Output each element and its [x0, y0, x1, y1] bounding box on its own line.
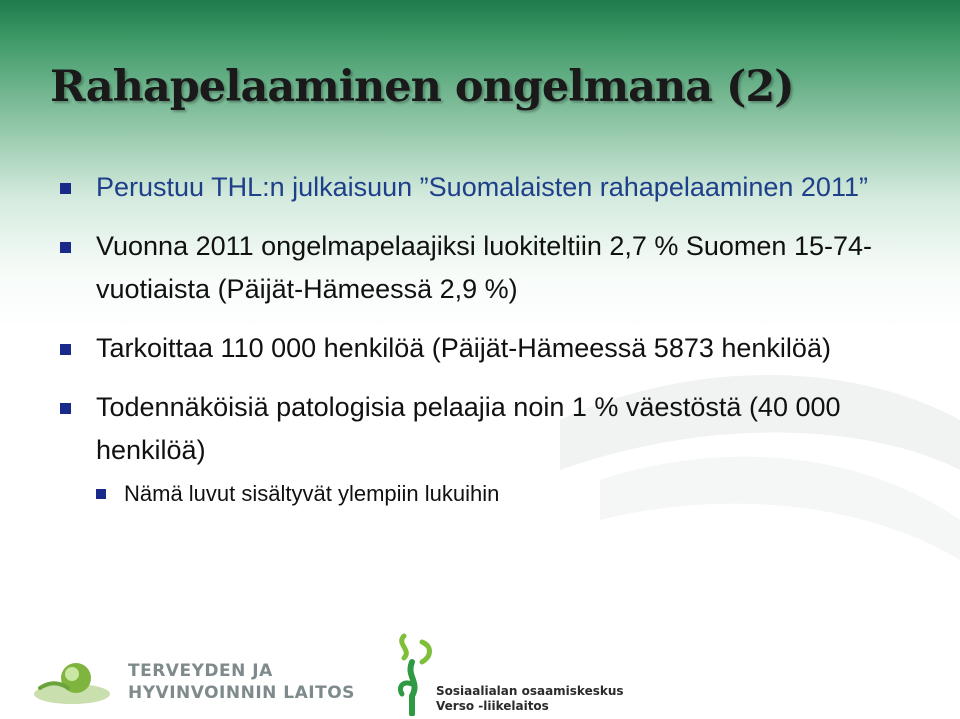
verso-line-2: Verso -liikelaitos [436, 699, 549, 713]
verso-logo-icon [392, 632, 440, 716]
bullet-item [58, 386, 918, 512]
verso-logo [392, 632, 632, 716]
bullet-list [58, 166, 918, 528]
thl-logo [32, 654, 355, 710]
slide-title: Rahapelaaminen ongelmana (2) [50, 62, 794, 112]
bullet-item: Tarkoittaa 110 000 henkilöä (Päijät-Hämeessä 5873 henkilöä) [58, 327, 918, 370]
sub-bullet-list [96, 476, 918, 512]
thl-logo-icon [32, 654, 122, 710]
bullet-item: Vuonna 2011 ongelmapelaajiksi luokiteltiin 2,7 % Suomen 15-74- vuotiaista (Päijät-Hämeessä 2,9 %) [58, 225, 918, 311]
verso-logo-text [436, 684, 624, 714]
bullet-item: Perustuu THL:n julkaisuun ”Suomalaisten rahapelaaminen 2011” [58, 166, 918, 209]
thl-line-2: HYVINVOINNIN LAITOS [128, 683, 355, 703]
bullet-item-text: Todennäköisiä patologisia pelaajia noin 1 % väestöstä (40 000 henkilöä) [96, 392, 841, 465]
thl-logo-text [128, 660, 355, 704]
verso-line-1: Sosiaalialan osaamiskeskus [436, 684, 624, 698]
thl-line-1: TERVEYDEN JA [128, 661, 273, 681]
sub-bullet-item: Nämä luvut sisältyvät ylempiin lukuihin [96, 476, 918, 512]
